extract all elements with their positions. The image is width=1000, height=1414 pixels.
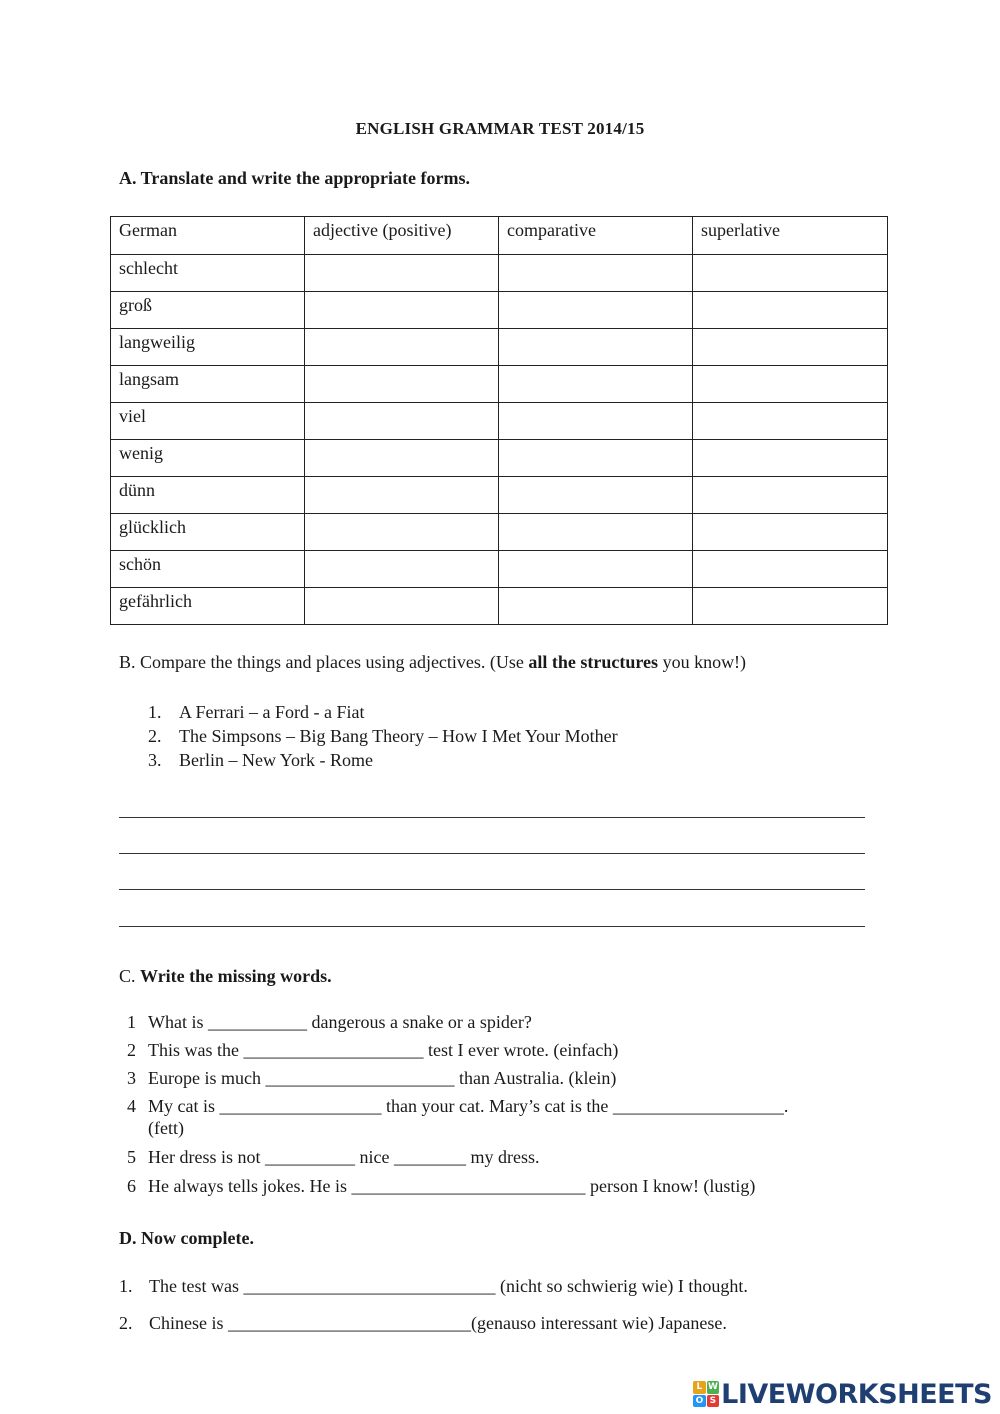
logo-mark-letter: L: [693, 1381, 706, 1394]
german-word-cell: dünn: [111, 477, 305, 514]
adjectives-table: [110, 216, 888, 625]
positive-answer-cell[interactable]: [305, 440, 499, 477]
logo-mark-icon: [693, 1381, 719, 1407]
table-row: [111, 366, 888, 403]
positive-answer-cell[interactable]: [305, 292, 499, 329]
list-item-text: The Simpsons – Big Bang Theory – How I Met Your Mother: [179, 726, 618, 746]
gap-fill-item: [127, 1146, 872, 1168]
comparative-answer-cell[interactable]: [499, 440, 693, 477]
comparative-answer-cell[interactable]: [499, 366, 693, 403]
superlative-answer-cell[interactable]: [693, 255, 888, 292]
table-row: [111, 440, 888, 477]
table-row: [111, 292, 888, 329]
comparative-answer-cell[interactable]: [499, 514, 693, 551]
gap-fill-item: [127, 1095, 872, 1139]
column-header: German: [111, 217, 305, 255]
table-row: [111, 403, 888, 440]
positive-answer-cell[interactable]: [305, 329, 499, 366]
logo-mark-letter: O: [693, 1395, 706, 1408]
liveworksheets-logo: [693, 1378, 992, 1410]
complete-text: Chinese is ___________________________(genauso interessant wie) Japanese.: [149, 1313, 727, 1333]
gap-fill-item: [127, 1039, 872, 1061]
list-item-number: 2.: [148, 726, 162, 746]
gap-fill-text: What is ___________ dangerous a snake or a spider?: [148, 1012, 532, 1032]
german-word-cell: viel: [111, 403, 305, 440]
column-header: comparative: [499, 217, 693, 255]
superlative-answer-cell[interactable]: [693, 440, 888, 477]
list-item: [148, 700, 618, 724]
superlative-answer-cell[interactable]: [693, 588, 888, 625]
section-b-heading-post: you know!): [658, 652, 747, 672]
positive-answer-cell[interactable]: [305, 366, 499, 403]
section-c-heading-bold: Write the missing words.: [140, 966, 332, 986]
gap-fill-number: 3: [127, 1068, 136, 1088]
section-c-heading-pre: C.: [119, 966, 141, 986]
superlative-answer-cell[interactable]: [693, 366, 888, 403]
logo-mark-letter: W: [707, 1382, 718, 1392]
german-word-cell: wenig: [111, 440, 305, 477]
table-header-row: [111, 217, 888, 255]
table-row: [111, 329, 888, 366]
column-header: adjective (positive): [305, 217, 499, 255]
comparative-answer-cell[interactable]: [499, 477, 693, 514]
complete-number: 2.: [119, 1313, 133, 1333]
comparative-answer-cell[interactable]: [499, 403, 693, 440]
german-word-cell: langsam: [111, 366, 305, 403]
positive-answer-cell[interactable]: [305, 403, 499, 440]
gap-fill-text: This was the ____________________ test I ever wrote. (einfach): [148, 1040, 619, 1060]
section-c-heading: [119, 966, 332, 987]
list-item-text: Berlin – New York - Rome: [179, 750, 373, 770]
superlative-answer-cell[interactable]: [693, 514, 888, 551]
list-item-text: A Ferrari – a Ford - a Fiat: [179, 702, 365, 722]
table-row: [111, 477, 888, 514]
complete-number: 1.: [119, 1276, 133, 1296]
comparative-answer-cell[interactable]: [499, 588, 693, 625]
list-item-number: 1.: [148, 702, 162, 722]
section-b-heading: [119, 652, 746, 673]
comparative-answer-cell[interactable]: [499, 292, 693, 329]
table-row: [111, 551, 888, 588]
page-title: ENGLISH GRAMMAR TEST 2014/15: [355, 119, 645, 138]
positive-answer-cell[interactable]: [305, 514, 499, 551]
list-item-number: 3.: [148, 750, 162, 770]
german-word-cell: groß: [111, 292, 305, 329]
gap-fill-number: 6: [127, 1176, 136, 1196]
answer-line-3[interactable]: [119, 889, 865, 890]
section-b-heading-pre: B. Compare the things and places using adjectives. (Use: [119, 652, 529, 672]
logo-mark-letter: S: [707, 1395, 720, 1408]
answer-line-4[interactable]: [119, 926, 865, 927]
answer-line-2[interactable]: [119, 853, 865, 854]
comparative-answer-cell[interactable]: [499, 551, 693, 588]
gap-fill-number: 1: [127, 1012, 136, 1032]
gap-fill-text: Her dress is not __________ nice ________ my dress.: [148, 1147, 540, 1167]
section-d-heading: D. Now complete.: [119, 1228, 254, 1248]
german-word-cell: langweilig: [111, 329, 305, 366]
german-word-cell: glücklich: [111, 514, 305, 551]
gap-fill-number: 5: [127, 1147, 136, 1167]
compare-list: [148, 700, 618, 772]
logo-text: LIVEWORKSHEETS: [721, 1378, 992, 1410]
positive-answer-cell[interactable]: [305, 588, 499, 625]
comparative-answer-cell[interactable]: [499, 329, 693, 366]
table-row: [111, 588, 888, 625]
section-b-heading-bold: all the structures: [528, 652, 659, 672]
gap-fill-number: 4: [127, 1096, 136, 1116]
positive-answer-cell[interactable]: [305, 255, 499, 292]
superlative-answer-cell[interactable]: [693, 329, 888, 366]
superlative-answer-cell[interactable]: [693, 477, 888, 514]
list-item: [148, 724, 618, 748]
german-word-cell: schön: [111, 551, 305, 588]
table-row: [111, 514, 888, 551]
positive-answer-cell[interactable]: [305, 551, 499, 588]
gap-fill-continuation: (fett): [148, 1118, 184, 1138]
gap-fill-text: My cat is __________________ than your cat. Mary’s cat is the ___________________.: [148, 1096, 789, 1116]
superlative-answer-cell[interactable]: [693, 551, 888, 588]
section-a-heading: A. Translate and write the appropriate forms.: [119, 168, 470, 188]
comparative-answer-cell[interactable]: [499, 255, 693, 292]
table-row: [111, 255, 888, 292]
gap-fill-text: He always tells jokes. He is __________________________ person I know! (lustig): [148, 1176, 756, 1196]
complete-text: The test was ____________________________ (nicht so schwierig wie) I thought.: [149, 1276, 748, 1296]
column-header: superlative: [693, 217, 888, 255]
positive-answer-cell[interactable]: [305, 477, 499, 514]
german-word-cell: schlecht: [111, 255, 305, 292]
superlative-answer-cell[interactable]: [693, 292, 888, 329]
superlative-answer-cell[interactable]: [693, 403, 888, 440]
complete-item: [119, 1276, 748, 1297]
gap-fill-item: [127, 1067, 872, 1089]
complete-item: [119, 1313, 727, 1334]
gap-fill-item: [127, 1011, 872, 1033]
gap-fill-text: Europe is much _____________________ than Australia. (klein): [148, 1068, 617, 1088]
german-word-cell: gefährlich: [111, 588, 305, 625]
gap-fill-item: [127, 1175, 872, 1197]
list-item: [148, 748, 618, 772]
gap-fill-number: 2: [127, 1040, 136, 1060]
answer-line-1[interactable]: [119, 817, 865, 818]
